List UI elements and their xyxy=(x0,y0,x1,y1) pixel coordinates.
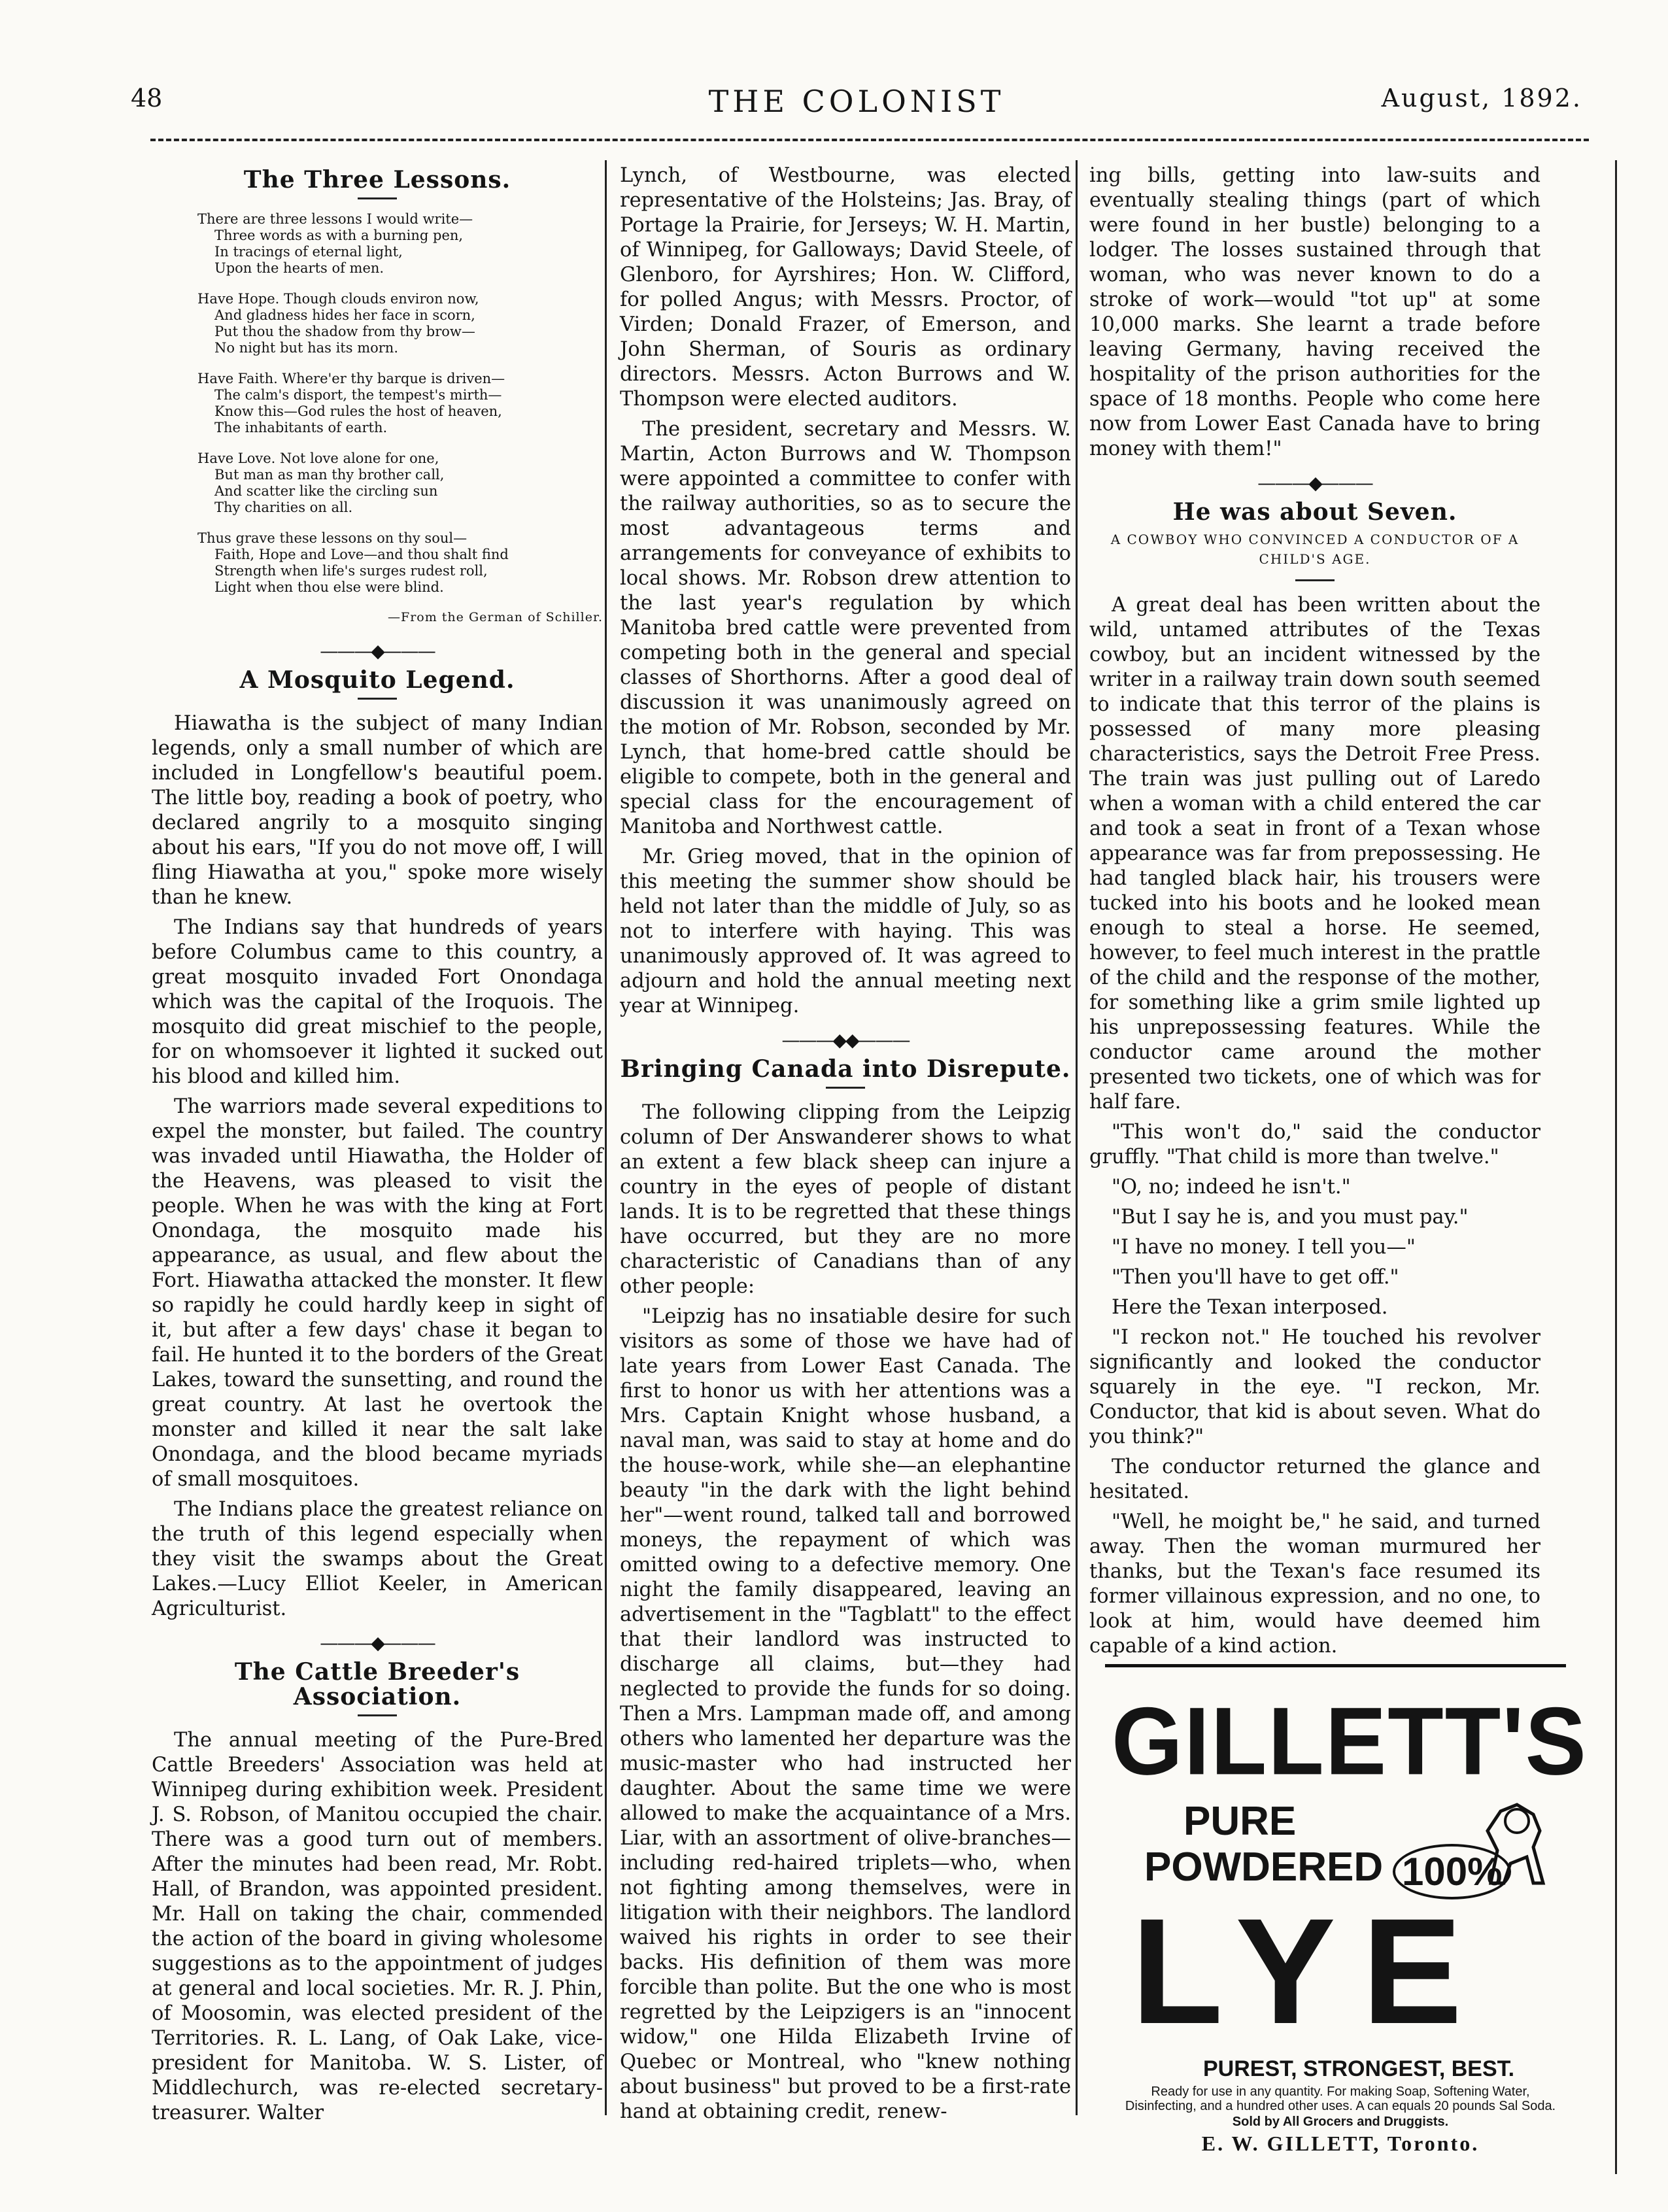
poem xyxy=(197,211,603,596)
paragraph: The Indians say that hundreds of years before Columbus came to this country, a great mosquito invaded Fort Onondaga which was the capital of the Iroquois. The mosquito did great mischief to the people, for on whomsoever it lighted it sucked out his blood and killed him. xyxy=(152,916,603,1088)
poem-stanza xyxy=(197,211,603,277)
poem-line: And scatter like the circling sun xyxy=(214,483,438,499)
paragraph: A great deal has been written about the wild, untamed attributes of the Texas cowboy, but an incident witnessed by the writer in a railway train down south seemed to indicate that this terror of the plains is possessed of many more pleasing characteristics, says the Detroit Free Press. The train was just pulling out of Laredo when a woman with a child entered the car and took a seat in front of a Texan whose appearance was far from prepossessing. He had tangled black hair, his trousers were tucked into his boots and he looked mean enough to steal a horse. He seemed, however, to feel much interest in the prattle of the child and the response of the mother, for something like a grim smile lighted up his unprepossessing features. While the conductor came around the mother presented two tickets, one of which was for half fare. xyxy=(1089,594,1540,1114)
article-title: The Cattle Breeder's Association. xyxy=(234,1658,520,1710)
poem-line: Thy charities on all. xyxy=(214,500,353,515)
ornament-divider: ———◆——— xyxy=(1257,472,1372,494)
paragraph: "I have no money. I tell you—" xyxy=(1112,1236,1416,1259)
poem-stanza xyxy=(197,291,603,356)
poem-line: Know this—God rules the host of heaven, xyxy=(214,403,502,419)
ad-line-pure: PURE xyxy=(1183,1799,1297,1844)
column-1 xyxy=(152,163,603,2131)
poem-line: No night but has its morn. xyxy=(214,340,398,356)
poem-line: Three words as with a burning pen, xyxy=(214,228,464,243)
ad-usage-text xyxy=(1118,2084,1563,2129)
poem-line: Upon the hearts of men. xyxy=(214,260,384,276)
poem-attribution: —From the German of Schiller. xyxy=(388,610,603,624)
poem-line: The calm's disport, the tempest's mirth— xyxy=(214,387,502,403)
paragraph: The annual meeting of the Pure-Bred Cattle Breeders' Association was held at Winnipeg during exhibition week. President J. S. Robson, of Manitou occupied the chair. There was a good turn out of members. After the minutes had been read, Mr. Robt. Hall, of Brandon, was appointed president. Mr. Hall on taking the chair, commended the action of the board in giving wholesome suggestions as to the appointment of judges at general and local societies. Mr. R. J. Phin, of Moosomin, was elected president of the Territories. R. L. Lang, of Oak Lake, vice-president for Manitoba. W. S. Lister, of Middlechurch, was re-elected secretary-treasurer. Walter xyxy=(152,1729,603,2124)
article-title: A Mosquito Legend. xyxy=(239,666,515,694)
title-rule xyxy=(1295,579,1335,581)
poem-line: Have Faith. Where'er thy barque is driven— xyxy=(197,371,505,386)
paragraph: ing bills, getting into law-suits and eventually stealing things (part of which were found in her bustle) belonging to a lodger. The losses sustained through that woman, who was never known to do a stroke of work—would "tot up" at some 10,000 marks. She learnt a trade before leaving Germany, having received the hospitality of the prison authorities for the space of 18 months. People who come here now from Lower East Canada have to bring money with them!" xyxy=(1089,164,1540,460)
poem-line: The inhabitants of earth. xyxy=(214,420,388,435)
poem-line: Faith, Hope and Love—and thou shalt find xyxy=(214,547,509,562)
title-rule xyxy=(358,197,397,199)
lion-icon xyxy=(1471,1792,1556,1890)
ornament-divider: ———◆——— xyxy=(320,1632,435,1654)
poem-line: There are three lessons I would write— xyxy=(197,211,473,227)
column-3 xyxy=(1089,163,1540,1664)
poem-line: Thus grave these lessons on thy soul— xyxy=(197,530,468,546)
paragraph: The conductor returned the glance and hesitated. xyxy=(1089,1455,1540,1503)
ad-percent-badge: 100% xyxy=(1393,1844,1511,1899)
article-title: He was about Seven. xyxy=(1172,498,1457,526)
ad-line-powdered: POWDERED xyxy=(1144,1845,1384,1890)
ornament-divider: ———◆◆——— xyxy=(781,1029,910,1051)
title-rule xyxy=(358,698,397,700)
masthead-title: THE COLONIST xyxy=(708,84,1005,119)
article-subtitle: A COWBOY WHO CONVINCED A CONDUCTOR OF A CHILD'S AGE. xyxy=(1110,532,1520,567)
poem-title: The Three Lessons. xyxy=(243,166,511,194)
ad-brand: GILLETT'S xyxy=(1112,1687,1588,1795)
ad-sold-by: Sold by All Grocers and Druggists. xyxy=(1232,2115,1449,2129)
article-title: Bringing Canada into Disrepute. xyxy=(620,1055,1071,1083)
poem-line: Light when thou else were blind. xyxy=(214,579,444,595)
title-rule xyxy=(358,1714,397,1716)
paragraph: "Well, he moight be," he said, and turned away. Then the woman murmured her thanks, but the Texan's face resumed its former villainous expression, and no one, to look at him, would have deemed him capable of a kind action. xyxy=(1089,1510,1540,1658)
page-number: 48 xyxy=(131,84,163,112)
ad-tagline: PUREST, STRONGEST, BEST. xyxy=(1203,2056,1515,2081)
poem-line: In tracings of eternal light, xyxy=(214,244,403,260)
header-rule xyxy=(150,139,1589,141)
lye-advertisement xyxy=(1105,1664,1588,2155)
paragraph: The warriors made several expeditions to expel the monster, but failed. The country was invaded until Hiawatha, the Holder of the Heavens, was pleased to visit the people. When he was with the king at Fort Onondaga, the mosquito made his appearance, as usual, and flew about the Fort. Hiawatha attacked the monster. It flew so rapidly he could hardly keep in sight of it, but after a few days' chase it began to fail. He hunted it to the borders of the Great Lakes, toward the sunsetting, and round the great country. At last he overtook the monster and killed it near the salt lake Onondaga, and the blood became myriads of small mosquitoes. xyxy=(152,1095,603,1491)
poem-line: But man as man thy brother call, xyxy=(214,467,445,483)
column-rule xyxy=(605,160,607,2115)
poem-stanza xyxy=(197,530,603,596)
poem-line: Put thou the shadow from thy brow— xyxy=(214,324,475,339)
paragraph: The Indians place the greatest reliance on the truth of this legend especially when they visit the swamps about the Great Lakes.—Lucy Elliot Keeler, in American Agriculturist. xyxy=(152,1498,603,1620)
paragraph: "This won't do," said the conductor gruffly. "That child is more than twelve." xyxy=(1089,1121,1540,1168)
poem-line: And gladness hides her face in scorn, xyxy=(214,307,475,323)
column-rule xyxy=(1076,160,1078,2115)
ornament-divider: ———◆——— xyxy=(320,640,435,662)
poem-stanza xyxy=(197,451,603,516)
column-rule xyxy=(1615,160,1617,2174)
ad-usage: Ready for use in any quantity. For making Soap, Softening Water, Disinfecting, and a hundred other uses. A can equals 20 pounds Sal Soda. xyxy=(1125,2084,1556,2113)
poem-line: Have Hope. Though clouds environ now, xyxy=(197,291,479,307)
paragraph: "I reckon not." He touched his revolver significantly and looked the conductor squarely in the eye. "I reckon, Mr. Conductor, that kid is about seven. What do you think?" xyxy=(1089,1326,1540,1448)
paragraph: "Then you'll have to get off." xyxy=(1112,1266,1399,1289)
paragraph: "But I say he is, and you must pay." xyxy=(1112,1206,1469,1229)
ad-product: LYE xyxy=(1131,1887,1489,2055)
paragraph: "O, no; indeed he isn't." xyxy=(1112,1176,1351,1199)
paragraph: Hiawatha is the subject of many Indian legends, only a small number of which are included in Longfellow's beautiful poem. The little boy, reading a book of poetry, who declared angrily to a mosquito singing about his ears, "If you do not move off, I will fling Hiawatha at you," spoke more wisely than he knew. xyxy=(152,712,603,909)
issue-date: August, 1892. xyxy=(1381,84,1582,112)
paragraph: Lynch, of Westbourne, was elected representative of the Holsteins; Jas. Bray, of Portage la Prairie, for Jerseys; W. H. Martin, of Winnipeg, for Galloways; David Steele, of Glenboro, for Ayrshires; Hon. W. Clifford, for polled Angus; with Messrs. Proctor, of Virden; Donald Frazer, of Emerson, and John Sherman, of Souris as ordinary directors. Messrs. Acton Burrows and W. Thompson were elected auditors. xyxy=(620,164,1071,411)
paragraph: "Leipzig has no insatiable desire for such visitors as some of those we have had of late years from Lower East Canada. The first to honor us with her attentions was a Mrs. Captain Knight whose husband, a naval man, was said to stay at home and do the house-work, while she—an elephantine beauty "in the dark with the light behind her"—went round, talked tall and borrowed moneys, the repayment of which was omitted owing to a defective memory. One night the family disappeared, leaving an advertisement in the "Tagblatt" to the effect that their landlord was instructed to discharge all claims, but—they had neglected to provide the funds for so doing. Then a Mrs. Lampman made off, and among others who lamented her departure was the music-master who had instructed her daughter. About the same time we were allowed to make the acquaintance of a Mrs. Liar, with an assortment of olive-branches—including red-haired triplets—who, when not fighting among themselves, were in litigation with their neighbors. The landlord waived his rights in order to see their backs. His definition of them was more forcible than polite. But the one who is most regretted by the Leipzigers is an "innocent widow," one Hilda Elizabeth Irvine of Quebec or Montreal, who "knew nothing about business" but proved to be a first-rate hand at obtaining credit, renew- xyxy=(620,1305,1071,2123)
poem-stanza xyxy=(197,371,603,436)
paragraph: The president, secretary and Messrs. W. Martin, Acton Burrows and W. Thompson were appointed a committee to confer with the railway authorities, so as to secure the most advantageous terms and arrangements for conveyance of exhibits to local shows. Mr. Robson drew attention to the last year's regulation by which Manitoba bred cattle were prevented from competing both in the general and special classes of Shorthorns. After a good deal of discussion it was unanimously agreed on the motion of Mr. Robson, seconded by Mr. Lynch, that home-bred cattle should be eligible to compete, both in the general and special class for the encouragement of Manitoba and Northwest cattle. xyxy=(620,418,1071,838)
ad-maker: E. W. GILLETT, Toronto. xyxy=(1201,2132,1480,2155)
poem-line: Have Love. Not love alone for one, xyxy=(197,451,439,466)
paragraph: Mr. Grieg moved, that in the opinion of this meeting the summer show should be held not later than the middle of July, so as not to interfere with haying. This was unanimously approved of. It was agreed to adjourn and hold the annual meeting next year at Winnipeg. xyxy=(620,845,1071,1017)
column-2 xyxy=(620,163,1071,2130)
page-header xyxy=(131,84,1582,126)
paragraph: Here the Texan interposed. xyxy=(1112,1296,1388,1319)
title-rule xyxy=(826,1087,865,1089)
poem-line: Strength when life's surges rudest roll, xyxy=(214,563,488,579)
paragraph: The following clipping from the Leipzig column of Der Answanderer shows to what an extent a few black sheep can injure a country in the eyes of people of distant lands. It is to be regretted that these things have occurred, but they are no more characteristic of Canadians than of any other people: xyxy=(620,1101,1071,1298)
